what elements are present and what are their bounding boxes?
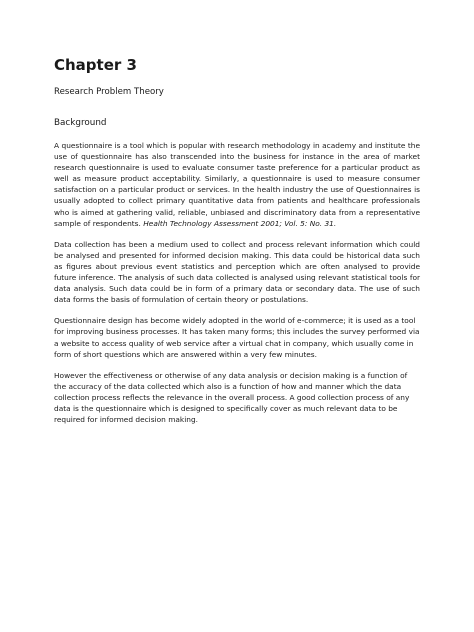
chapter-title: Chapter 3 bbox=[54, 56, 137, 74]
paragraph-data-collection: Data collection has been a medium used to collect and process relevant information which could be analysed and presented for informed decision making. This data could be historical data such as figures about previous event statistics and perception which are often analysed to provide future inference. The analysis of such data collected is analysed using relevant statistical tools for data analysis. Such data could be in form of a primary data or secondary data. The use of such data forms the basis of formulation of certain theory or postulations. bbox=[54, 239, 420, 305]
citation: Health Technology Assessment 2001; Vol. 5: No. 31. bbox=[143, 218, 337, 228]
paragraph-effectiveness: However the effectiveness or otherwise of any data analysis or decision making is a function of the accuracy of the data collected which also is a function of how and manner which the data collection process reflects the relevance in the overall process. A good collection process of any data is the questionnaire which is designed to specifically cover as much relevant data to be required for informed decision making. bbox=[54, 370, 410, 425]
section-heading: Background bbox=[54, 118, 107, 128]
chapter-subtitle: Research Problem Theory bbox=[54, 87, 164, 97]
paragraph-questionnaire-design: Questionnaire design has become widely adopted in the world of e-commerce; it is used as a tool for improving business processes. It has taken many forms; this includes the survey performed via a website to access quality of web service after a virtual chat in company, which usually come in form of short questions which are answered within a very few minutes. bbox=[54, 316, 420, 359]
paragraph-questionnaire-tool bbox=[54, 140, 420, 229]
paragraph-text: A questionnaire is a tool which is popular with research methodology in academy and institute the use of questionnaire has also transcended into the business for instance in the area of market research questionnaire is used to evaluate consumer taste preference for a particular product as well as measure product acceptability. Similarly, a questionnaire is used to measure consumer satisfaction on a particular product or services. In the health industry the use of Questionnaires is usually adopted to collect primary quantitative data from patients and healthcare professionals who is aimed at gathering valid, reliable, unbiased and discriminatory data from a representative sample of respondents. bbox=[54, 141, 420, 228]
